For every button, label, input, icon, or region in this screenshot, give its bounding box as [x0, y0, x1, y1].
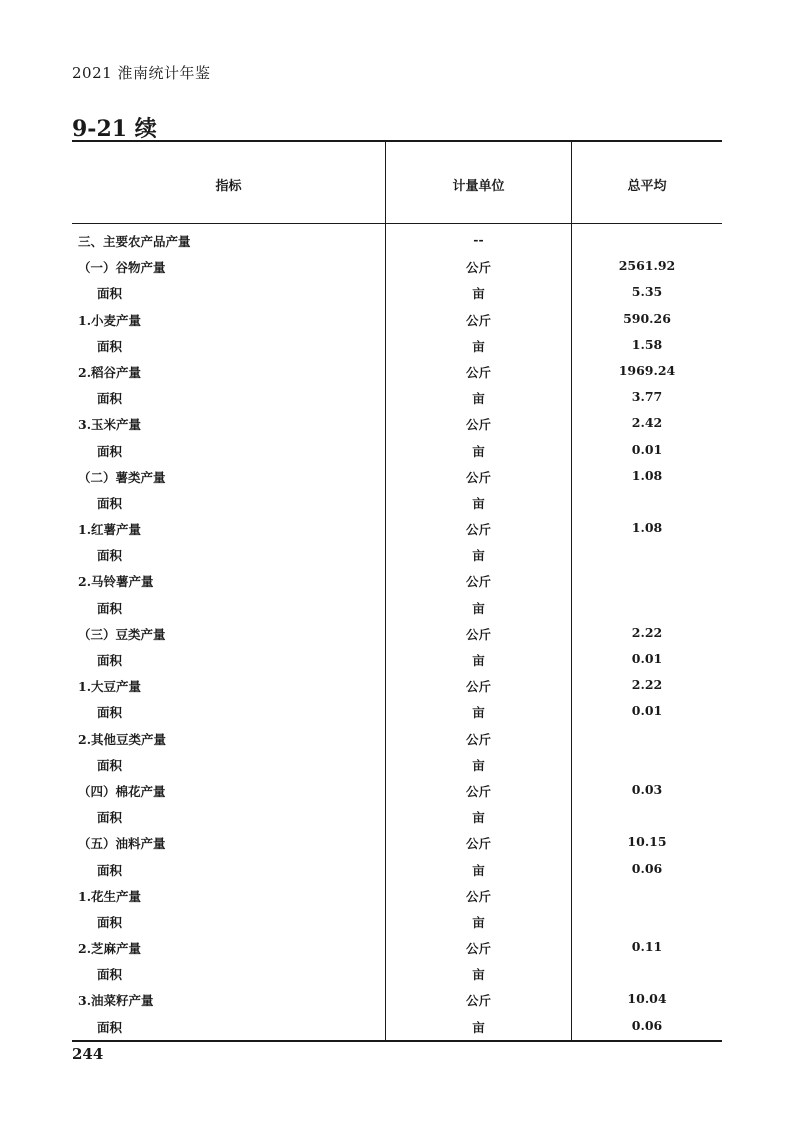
cell-unit: 公斤 [465, 993, 491, 1009]
cell-unit: 公斤 [465, 783, 491, 799]
table-header [72, 142, 722, 224]
table-row [72, 280, 722, 306]
header-average: 总平均 [627, 179, 667, 194]
table-row [72, 830, 722, 856]
table-row [72, 385, 722, 411]
cell-unit: 公斤 [465, 574, 491, 590]
cell-average: 0.11 [631, 939, 663, 955]
cell-indicator: （五）油料产量 [78, 836, 166, 852]
cell-unit: 亩 [472, 810, 485, 826]
cell-indicator: 三、主要农产品产量 [78, 234, 191, 249]
table-row [72, 595, 722, 621]
table-row [72, 909, 722, 935]
table-row [72, 411, 722, 437]
cell-average: 590.26 [623, 310, 671, 326]
cell-indicator: 2.马铃薯产量 [78, 574, 154, 590]
cell-indicator: 面积 [97, 914, 123, 930]
table-row [72, 254, 722, 280]
cell-average: 1.58 [631, 336, 663, 352]
table-row [72, 647, 722, 673]
cell-average: 2.42 [631, 415, 663, 431]
cell-indicator: 1.花生产量 [78, 888, 142, 904]
table-row [72, 307, 722, 333]
cell-indicator: 面积 [97, 810, 123, 826]
table-row [72, 464, 722, 490]
cell-average: 10.04 [627, 991, 667, 1007]
cell-unit: 亩 [472, 705, 485, 721]
table-row [72, 228, 722, 254]
cell-average: 2.22 [631, 624, 663, 640]
cell-unit: 亩 [472, 443, 485, 459]
cell-average: 1.08 [631, 520, 663, 536]
statistics-table [72, 140, 722, 1042]
cell-unit: 公斤 [465, 941, 491, 957]
cell-indicator: 面积 [97, 548, 123, 564]
table-row [72, 568, 722, 594]
cell-unit: 亩 [472, 391, 485, 407]
page-number: 244 [72, 1045, 104, 1063]
table-title: 9-21 续 [72, 116, 157, 142]
cell-indicator: 面积 [97, 443, 123, 459]
cell-unit: 公斤 [465, 888, 491, 904]
cell-indicator: 面积 [97, 757, 123, 773]
cell-average: 0.06 [631, 1017, 663, 1033]
table-row [72, 987, 722, 1013]
cell-average: 5.35 [631, 284, 663, 300]
cell-indicator: 面积 [97, 600, 123, 616]
cell-unit: 公斤 [465, 417, 491, 433]
cell-average: 1969.24 [618, 362, 676, 378]
cell-average: 3.77 [631, 389, 663, 405]
cell-indicator: （三）豆类产量 [78, 626, 166, 642]
table-row [72, 516, 722, 542]
cell-indicator: 1.红薯产量 [78, 522, 142, 538]
cell-average: 10.15 [627, 834, 667, 850]
cell-indicator: 面积 [97, 967, 123, 983]
cell-unit: 公斤 [465, 731, 491, 747]
cell-average: 2.22 [631, 677, 663, 693]
cell-indicator: （二）薯类产量 [78, 469, 166, 485]
cell-unit: 公斤 [465, 679, 491, 695]
cell-unit: 亩 [472, 967, 485, 983]
cell-unit: 亩 [472, 757, 485, 773]
cell-average: 2561.92 [618, 258, 676, 274]
table-row [72, 673, 722, 699]
table-row [72, 359, 722, 385]
cell-average: 0.03 [631, 781, 663, 797]
cell-indicator: 面积 [97, 286, 123, 302]
cell-average: 0.01 [631, 703, 663, 719]
table-row [72, 778, 722, 804]
cell-indicator: 面积 [97, 862, 123, 878]
running-title: 2021 淮南统计年鉴 [72, 64, 211, 82]
cell-unit: 公斤 [465, 626, 491, 642]
cell-unit: 公斤 [465, 312, 491, 328]
table-row [72, 804, 722, 830]
cell-unit: 亩 [472, 914, 485, 930]
cell-unit: 亩 [472, 338, 485, 354]
cell-unit: 公斤 [465, 836, 491, 852]
cell-average: 0.01 [631, 651, 663, 666]
cell-indicator: 3.玉米产量 [78, 417, 142, 433]
cell-average: 1.08 [631, 467, 663, 483]
cell-indicator: 2.芝麻产量 [78, 941, 142, 957]
table-row [72, 438, 722, 464]
cell-indicator: （一）谷物产量 [78, 260, 166, 276]
cell-indicator: 面积 [97, 653, 123, 668]
cell-unit: -- [473, 232, 484, 247]
cell-indicator: 面积 [97, 1019, 123, 1035]
table-row [72, 490, 722, 516]
cell-unit: 亩 [472, 600, 485, 616]
header-unit: 计量单位 [452, 179, 505, 194]
cell-indicator: 1.小麦产量 [78, 312, 142, 328]
cell-unit: 公斤 [465, 469, 491, 485]
cell-average: 0.06 [631, 860, 663, 876]
table-row [72, 857, 722, 883]
cell-unit: 亩 [472, 862, 485, 878]
cell-average: 0.01 [631, 441, 663, 457]
cell-unit: 公斤 [465, 364, 491, 380]
cell-indicator: （四）棉花产量 [78, 783, 166, 799]
cell-unit: 公斤 [465, 522, 491, 538]
cell-indicator: 面积 [97, 338, 123, 354]
cell-unit: 亩 [472, 495, 485, 511]
table-row [72, 883, 722, 909]
table-row [72, 752, 722, 778]
cell-unit: 亩 [472, 548, 485, 564]
header-indicator: 指标 [215, 179, 242, 194]
cell-indicator: 面积 [97, 495, 123, 511]
cell-unit: 亩 [472, 653, 485, 668]
table-row [72, 542, 722, 568]
cell-indicator: 面积 [97, 705, 123, 721]
table-row [72, 333, 722, 359]
cell-unit: 公斤 [465, 260, 491, 276]
table-row [72, 935, 722, 961]
table-row [72, 699, 722, 725]
cell-indicator: 2.其他豆类产量 [78, 731, 167, 747]
cell-unit: 亩 [472, 286, 485, 302]
table-row [72, 726, 722, 752]
cell-indicator: 2.稻谷产量 [78, 364, 142, 380]
table-row [72, 1014, 722, 1040]
table-row [72, 961, 722, 987]
cell-indicator: 3.油菜籽产量 [78, 993, 154, 1009]
cell-indicator: 1.大豆产量 [78, 679, 142, 695]
cell-unit: 亩 [472, 1019, 485, 1035]
table-row [72, 621, 722, 647]
cell-indicator: 面积 [97, 391, 123, 407]
table-body [72, 224, 722, 1040]
